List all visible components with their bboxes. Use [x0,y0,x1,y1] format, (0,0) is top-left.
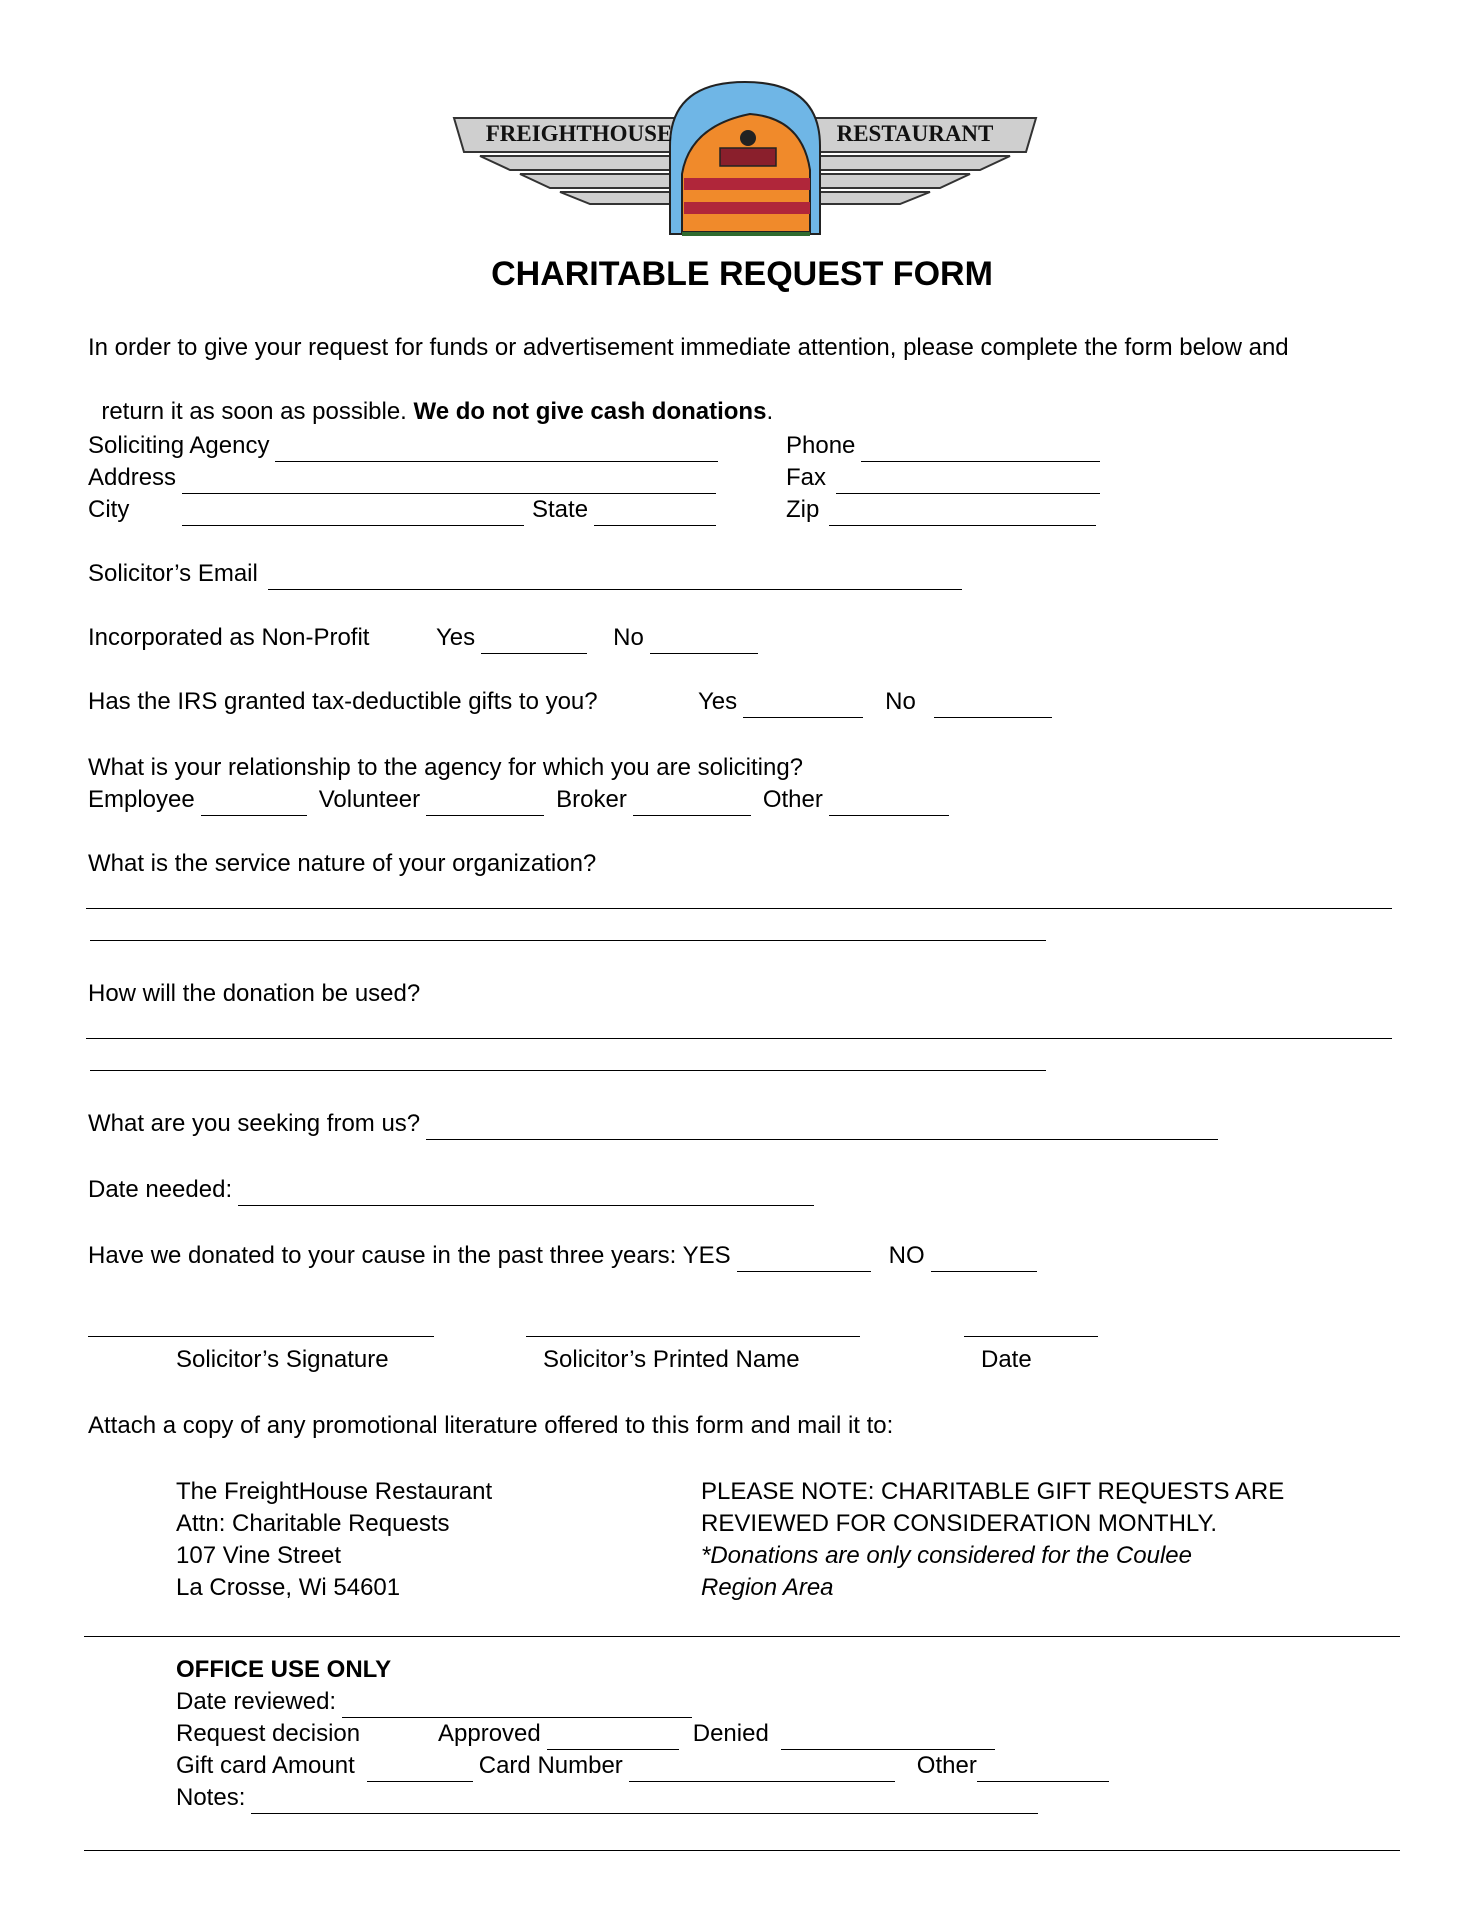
irs-row [88,686,1052,718]
state-label: State [532,496,589,523]
phone-field[interactable] [861,437,1100,462]
office-divider-bottom [84,1850,1400,1851]
donation-question: How will the donation be used? [88,980,421,1007]
address-field[interactable] [182,469,716,494]
nonprofit-label: Incorporated as Non-Profit [88,624,370,651]
relationship-question: What is your relationship to the agency for which you are soliciting? [88,754,804,781]
gift-card-field[interactable] [367,1757,473,1782]
notice-line-2: REVIEWED FOR CONSIDERATION MONTHLY. [701,1510,1218,1537]
intro-line-2 [88,364,773,428]
logo-graphic [450,78,1040,236]
notes-row [176,1782,1038,1814]
date-reviewed-field[interactable] [342,1693,692,1718]
service-question: What is the service nature of your organization? [88,850,597,877]
past-no-label: NO [888,1242,925,1269]
past-donation-label: Have we donated to your cause in the past three years: YES [88,1242,731,1269]
irs-label: Has the IRS granted tax-deductible gifts to you? [88,688,598,715]
past-no-field[interactable] [931,1247,1037,1272]
freighthouse-logo [450,78,1040,236]
city-field[interactable] [182,501,524,526]
fax-row [786,462,1100,494]
attach-note: Attach a copy of any promotional literature offered to this form and mail it to: [88,1412,894,1439]
irs-yes-field[interactable] [743,693,863,718]
intro-line-1: In order to give your request for funds or advertisement immediate attention, please complete the form below and [88,334,1289,361]
notice-line-4: Region Area [701,1574,834,1601]
zip-label: Zip [786,496,820,523]
office-heading: OFFICE USE ONLY [176,1656,392,1683]
date-needed-label: Date needed: [88,1176,233,1203]
notice-line-3: *Donations are only considered for the Coulee [701,1542,1192,1569]
service-answer-line-2[interactable] [90,940,1046,941]
nonprofit-yes-field[interactable] [481,629,587,654]
nonprofit-no-field[interactable] [650,629,758,654]
logo-left-word: FREIGHTHOUSE [485,121,673,146]
card-number-label: Card Number [478,1752,623,1779]
mail-address-line-1: The FreightHouse Restaurant [176,1478,493,1505]
seeking-field[interactable] [426,1115,1218,1140]
page-title: CHARITABLE REQUEST FORM [491,255,993,293]
agency-field[interactable] [275,437,718,462]
irs-no-label: No [885,688,916,715]
sign-date-caption: Date [981,1346,1032,1373]
mail-address-line-2: Attn: Charitable Requests [176,1510,450,1537]
irs-no-field[interactable] [934,693,1052,718]
email-label: Solicitor’s Email [88,560,258,587]
donation-answer-line-1[interactable] [86,1038,1392,1039]
fax-field[interactable] [836,469,1100,494]
approved-field[interactable] [547,1725,679,1750]
date-reviewed-label: Date reviewed: [176,1688,337,1715]
printed-name-caption: Solicitor’s Printed Name [543,1346,800,1373]
printed-name-line[interactable] [526,1336,860,1337]
relationship-row [88,784,949,816]
service-answer-line-1[interactable] [86,908,1392,909]
donation-answer-line-2[interactable] [90,1070,1046,1071]
approved-label: Approved [438,1720,541,1747]
irs-yes-label: Yes [698,688,738,715]
signature-caption: Solicitor’s Signature [176,1346,389,1373]
office-other-label: Other [916,1752,977,1779]
fax-label: Fax [786,464,827,491]
notes-label: Notes: [176,1784,246,1811]
notice-line-1: PLEASE NOTE: CHARITABLE GIFT REQUESTS ARE [701,1478,1285,1505]
agency-row [88,430,718,462]
seeking-row [88,1108,1218,1140]
zip-field[interactable] [829,501,1096,526]
notes-field[interactable] [251,1789,1038,1814]
volunteer-field[interactable] [426,791,544,816]
address-row [88,462,716,494]
past-yes-field[interactable] [737,1247,871,1272]
other-field[interactable] [829,791,949,816]
card-number-field[interactable] [629,1757,895,1782]
state-field[interactable] [594,501,716,526]
gift-card-label: Gift card Amount [176,1752,355,1779]
past-donation-row [88,1240,1037,1272]
gift-card-row [176,1750,1109,1782]
decision-row [176,1718,995,1750]
sign-date-line[interactable] [964,1336,1098,1337]
intro-text: return it as soon as possible. [101,398,414,425]
phone-label: Phone [786,432,856,459]
logo-right-word: RESTAURANT [836,121,994,146]
denied-label: Denied [692,1720,769,1747]
city-row [88,494,716,526]
city-label: City [88,496,130,523]
zip-row [786,494,1096,526]
nonprofit-no-label: No [613,624,644,651]
nonprofit-yes-label: Yes [436,624,476,651]
date-reviewed-row [176,1686,692,1718]
office-divider-top [84,1636,1400,1637]
mail-address-line-3: 107 Vine Street [176,1542,342,1569]
intro-period: . [766,398,774,425]
nonprofit-row [88,622,758,654]
broker-label: Broker [556,786,627,813]
address-label: Address [88,464,177,491]
broker-field[interactable] [633,791,751,816]
denied-field[interactable] [781,1725,995,1750]
mail-address-line-4: La Crosse, Wi 54601 [176,1574,401,1601]
seeking-label: What are you seeking from us? [88,1110,421,1137]
employee-label: Employee [88,786,195,813]
other-label: Other [762,786,823,813]
decision-label: Request decision [176,1720,361,1747]
phone-row [786,430,1100,462]
office-other-field[interactable] [977,1757,1109,1782]
employee-field[interactable] [201,791,307,816]
email-field[interactable] [268,565,962,590]
signature-line[interactable] [88,1336,434,1337]
date-needed-field[interactable] [238,1181,814,1206]
no-cash-notice: We do not give cash donations [413,398,767,425]
agency-label: Soliciting Agency [88,432,270,459]
volunteer-label: Volunteer [318,786,421,813]
email-row [88,558,962,590]
date-needed-row [88,1174,814,1206]
